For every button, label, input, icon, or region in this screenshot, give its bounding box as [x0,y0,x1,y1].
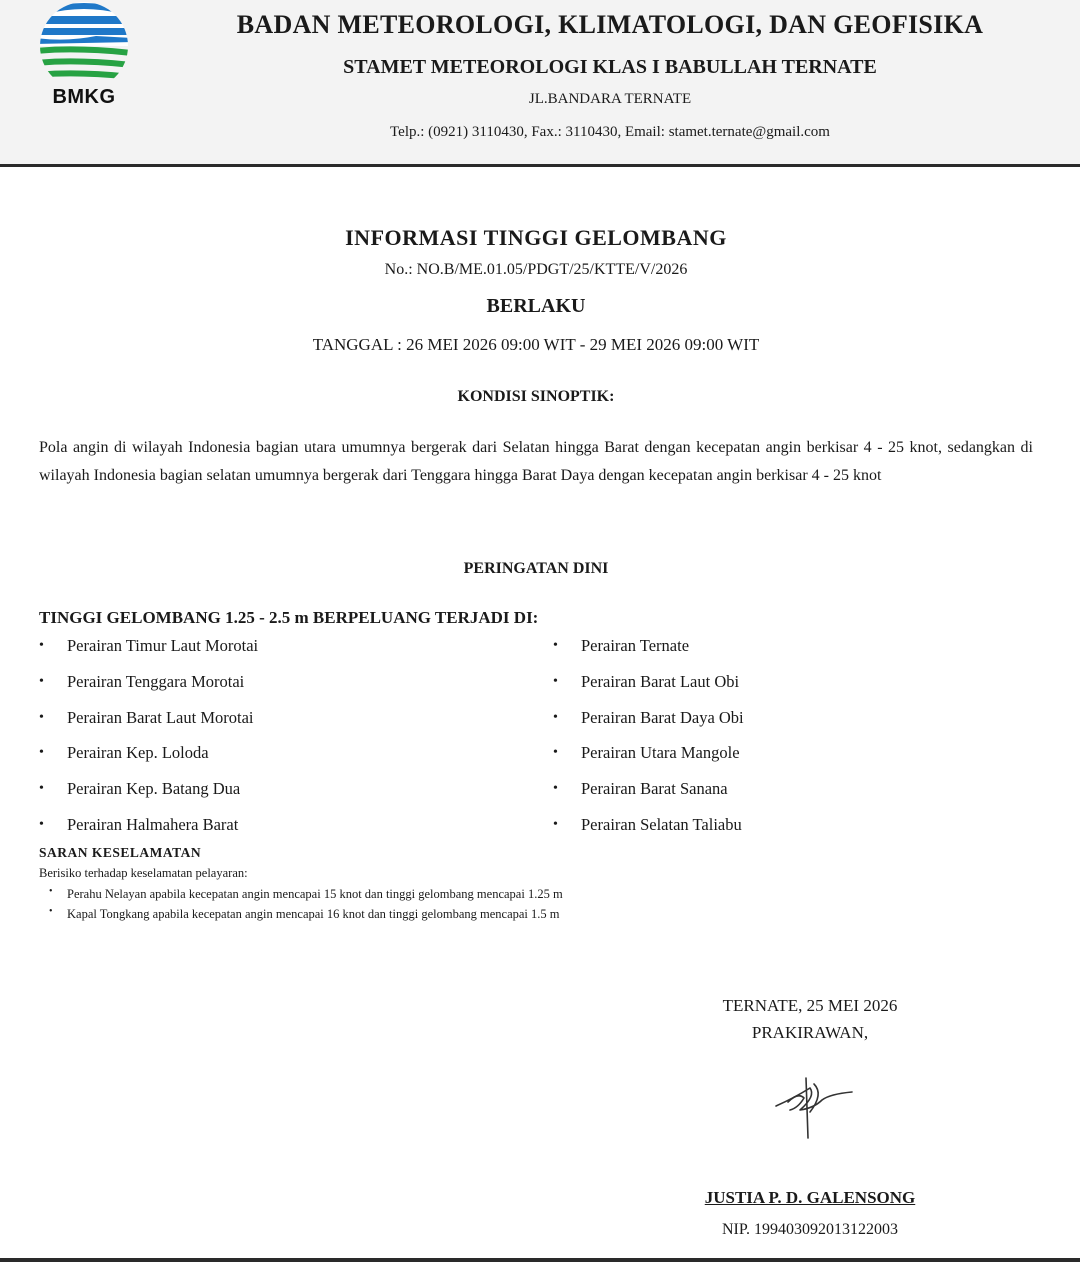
logo-text: BMKG [52,86,116,108]
letterhead [0,0,1080,167]
warning-heading: PERINGATAN DINI [463,560,609,577]
validity-heading: BERLAKU [486,295,586,317]
list-item: • Perairan Ternate [553,632,744,668]
safety-heading: SARAN KESELAMATAN [39,845,202,860]
list-item: • Perairan Timur Laut Morotai [39,632,258,668]
synoptic-heading: KONDISI SINOPTIK: [457,388,615,405]
list-item: • Perairan Tenggara Morotai [39,668,258,704]
list-item: • Perairan Utara Mangole [553,739,744,775]
synoptic-text: Pola angin di wilayah Indonesia bagian utara umumnya bergerak dari Selatan hingga Barat dengan kecepatan angin berkisar 4 - 25 knot, sedangkan di wilayah Indonesia bagian selatan umumnya bergerak dari Tenggara hingga Barat Daya dengan kecepatan angin berkisar 4 - 25 knot [39,439,1033,484]
bottom-divider [0,1258,1080,1262]
document-number: No.: NO.B/ME.01.05/PDGT/25/KTTE/V/2026 [384,261,688,278]
signature-role: PRAKIRAWAN, [751,1023,869,1042]
list-item: • Perairan Barat Sanana [553,775,744,811]
station-address: JL.BANDARA TERNATE [528,91,692,107]
list-item: • Perairan Kep. Loloda [39,739,258,775]
signatory-nip: NIP. 199403092013122003 [721,1221,898,1238]
area-list-left [39,632,258,847]
wave-range-label: TINGGI GELOMBANG 1.25 - 2.5 m BERPELUANG TERJADI DI: [39,608,539,627]
list-item: • Kapal Tongkang apabila kecepatan angin mencapai 16 knot dan tinggi gelombang mencapai 1.5 m [49,904,563,924]
signature-place-date: TERNATE, 25 MEI 2026 [722,996,898,1015]
list-item: • Perairan Barat Laut Obi [553,668,744,704]
list-item: • Perairan Kep. Batang Dua [39,775,258,811]
document-title: INFORMASI TINGGI GELOMBANG [345,225,727,250]
signatory-name: JUSTIA P. D. GALENSONG [704,1188,916,1207]
handwritten-signature-icon [770,1072,860,1144]
validity-period: TANGGAL : 26 MEI 2026 09:00 WIT - 29 MEI 2026 09:00 WIT [312,335,760,354]
list-item: • Perairan Barat Daya Obi [553,704,744,740]
safety-intro: Berisiko terhadap keselamatan pelayaran: [39,866,248,880]
station-contact: Telp.: (0921) 3110430, Fax.: 3110430, Email: stamet.ternate@gmail.com [390,124,830,140]
list-item: • Perairan Halmahera Barat [39,811,258,847]
safety-list [49,884,563,924]
agency-name: BADAN METEOROLOGI, KLIMATOLOGI, DAN GEOFISIKA [236,10,984,39]
list-item: • Perairan Selatan Taliabu [553,811,744,847]
list-item: • Perahu Nelayan apabila kecepatan angin mencapai 15 knot dan tinggi gelombang mencapai 1.25 m [49,884,563,904]
list-item: • Perairan Barat Laut Morotai [39,704,258,740]
station-name: STAMET METEOROLOGI KLAS I BABULLAH TERNATE [343,56,877,78]
area-list-right [553,632,744,847]
